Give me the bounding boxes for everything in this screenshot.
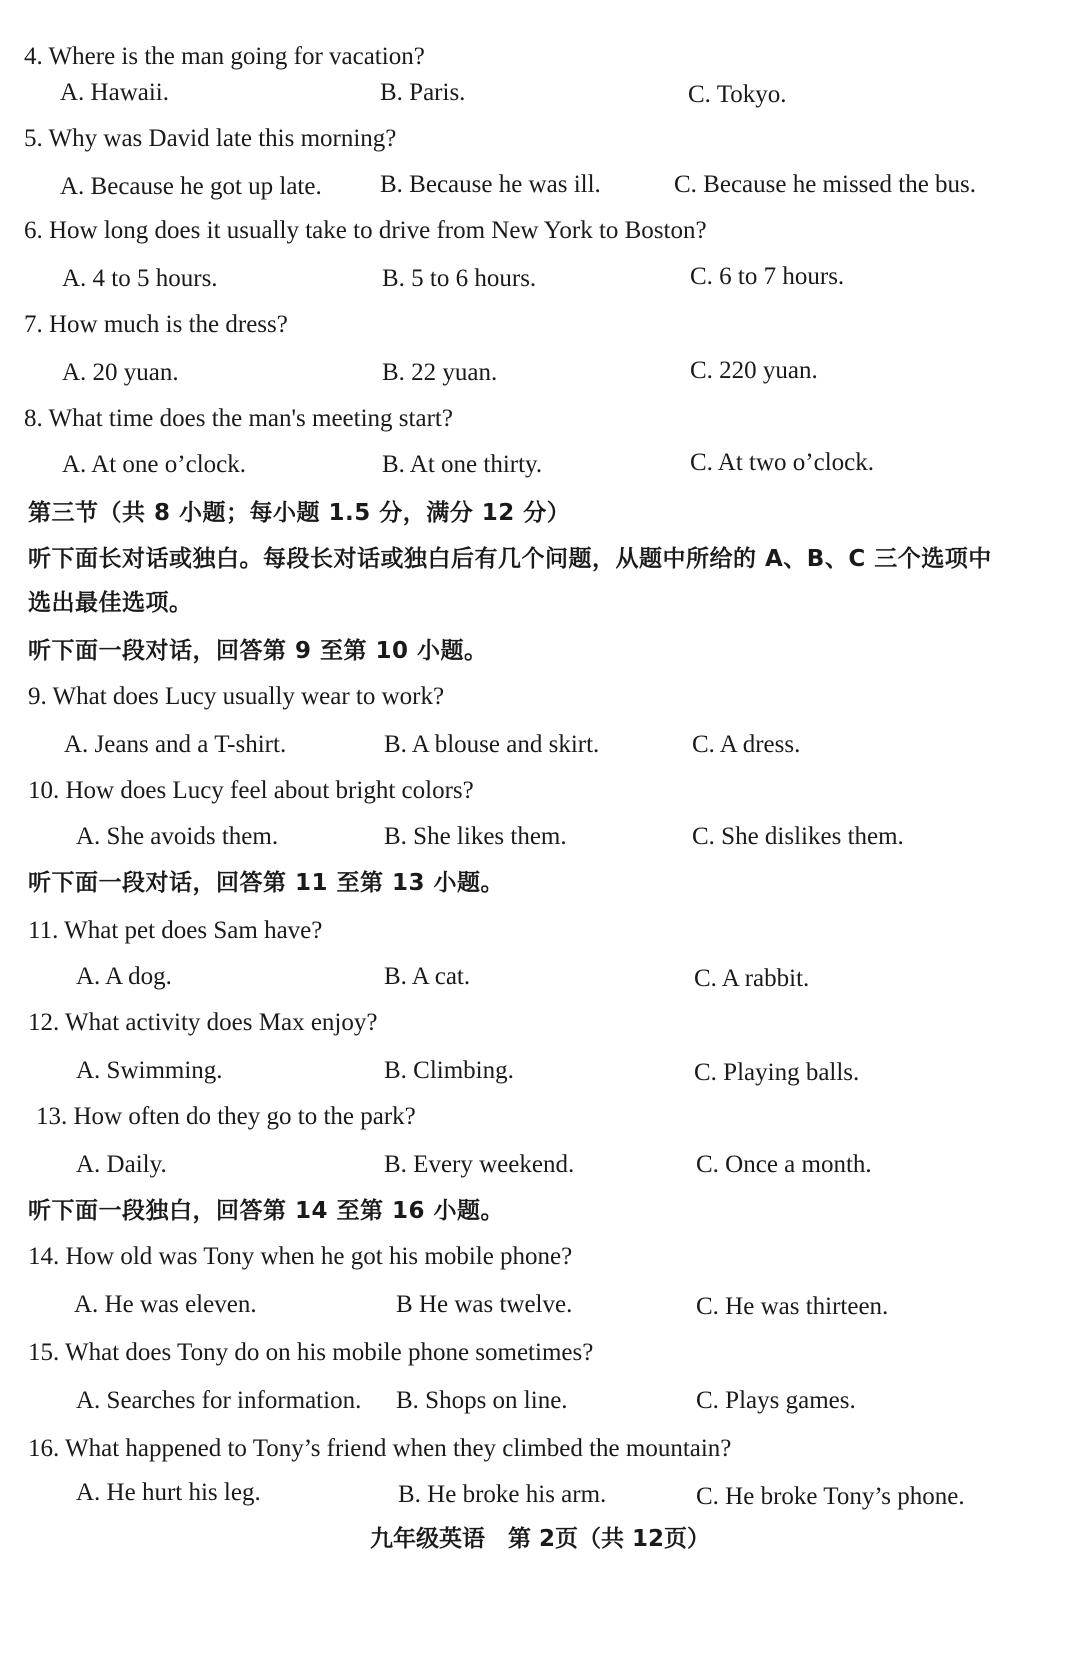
q9-option-a: A. Jeans and a T-shirt. <box>64 731 287 758</box>
q7-option-a: A. 20 yuan. <box>62 359 179 386</box>
question-6: 6. How long does it usually take to drive from New York to Boston? <box>24 217 707 244</box>
q5-option-a: A. Because he got up late. <box>60 173 322 200</box>
section-3-heading: 第三节（共 8 小题；每小题 1.5 分，满分 12 分） <box>28 500 571 526</box>
question-13: 13. How often do they go to the park? <box>36 1103 416 1130</box>
monologue-instruction: 听下面一段独白，回答第 14 至第 16 小题。 <box>28 1198 505 1224</box>
q6-option-b: B. 5 to 6 hours. <box>382 265 537 292</box>
q8-option-c: C. At two o’clock. <box>690 449 875 476</box>
question-10: 10. How does Lucy feel about bright colors? <box>28 777 474 804</box>
question-11: 11. What pet does Sam have? <box>28 917 323 944</box>
q12-option-c: C. Playing balls. <box>694 1059 860 1086</box>
q16-option-a: A. He hurt his leg. <box>76 1479 261 1506</box>
q11-option-b: B. A cat. <box>384 963 471 990</box>
q12-option-b: B. Climbing. <box>384 1057 514 1084</box>
section-3-instruction-line-1: 听下面长对话或独白。每段长对话或独白后有几个问题，从题中所给的 A、B、C 三个选项中 <box>28 546 992 572</box>
q11-option-c: C. A rabbit. <box>694 965 810 992</box>
q4-option-b: B. Paris. <box>380 79 466 106</box>
q6-option-a: A. 4 to 5 hours. <box>62 265 218 292</box>
q8-option-a: A. At one o’clock. <box>62 451 246 478</box>
q5-option-c: C. Because he missed the bus. <box>674 171 977 198</box>
q10-option-b: B. She likes them. <box>384 823 567 850</box>
q4-option-c: C. Tokyo. <box>688 81 787 108</box>
question-9: 9. What does Lucy usually wear to work? <box>28 683 445 710</box>
q15-option-b: B. Shops on line. <box>396 1387 568 1414</box>
question-12: 12. What activity does Max enjoy? <box>28 1009 378 1036</box>
q16-option-c: C. He broke Tony’s phone. <box>696 1483 965 1510</box>
q6-option-c: C. 6 to 7 hours. <box>690 263 845 290</box>
q13-option-a: A. Daily. <box>76 1151 167 1178</box>
q5-option-b: B. Because he was ill. <box>380 171 601 198</box>
question-14: 14. How old was Tony when he got his mobile phone? <box>28 1243 573 1270</box>
question-7: 7. How much is the dress? <box>24 311 288 338</box>
q12-option-a: A. Swimming. <box>76 1057 223 1084</box>
q10-option-a: A. She avoids them. <box>76 823 279 850</box>
q8-option-b: B. At one thirty. <box>382 451 543 478</box>
q10-option-c: C. She dislikes them. <box>692 823 904 850</box>
q13-option-b: B. Every weekend. <box>384 1151 575 1178</box>
question-5: 5. Why was David late this morning? <box>24 125 397 152</box>
q9-option-b: B. A blouse and skirt. <box>384 731 600 758</box>
dialogue-2-instruction: 听下面一段对话，回答第 11 至第 13 小题。 <box>28 870 505 896</box>
q9-option-c: C. A dress. <box>692 731 801 758</box>
page-footer: 九年级英语 第 2页（共 12页） <box>369 1526 711 1552</box>
q14-option-c: C. He was thirteen. <box>696 1293 889 1320</box>
q16-option-b: B. He broke his arm. <box>398 1481 607 1508</box>
q4-option-a: A. Hawaii. <box>60 79 169 106</box>
q7-option-b: B. 22 yuan. <box>382 359 498 386</box>
q14-option-a: A. He was eleven. <box>74 1291 257 1318</box>
q15-option-a: A. Searches for information. <box>76 1387 362 1414</box>
q13-option-c: C. Once a month. <box>696 1151 872 1178</box>
dialogue-1-instruction: 听下面一段对话，回答第 9 至第 10 小题。 <box>28 638 488 664</box>
question-16: 16. What happened to Tony’s friend when they climbed the mountain? <box>28 1435 732 1462</box>
q15-option-c: C. Plays games. <box>696 1387 856 1414</box>
section-3-instruction-line-2: 选出最佳选项。 <box>28 590 193 616</box>
q11-option-a: A. A dog. <box>76 963 172 990</box>
q14-option-b: B He was twelve. <box>396 1291 573 1318</box>
q7-option-c: C. 220 yuan. <box>690 357 818 384</box>
question-8: 8. What time does the man's meeting start? <box>24 405 453 432</box>
question-4: 4. Where is the man going for vacation? <box>24 43 425 70</box>
question-15: 15. What does Tony do on his mobile phone sometimes? <box>28 1339 594 1366</box>
